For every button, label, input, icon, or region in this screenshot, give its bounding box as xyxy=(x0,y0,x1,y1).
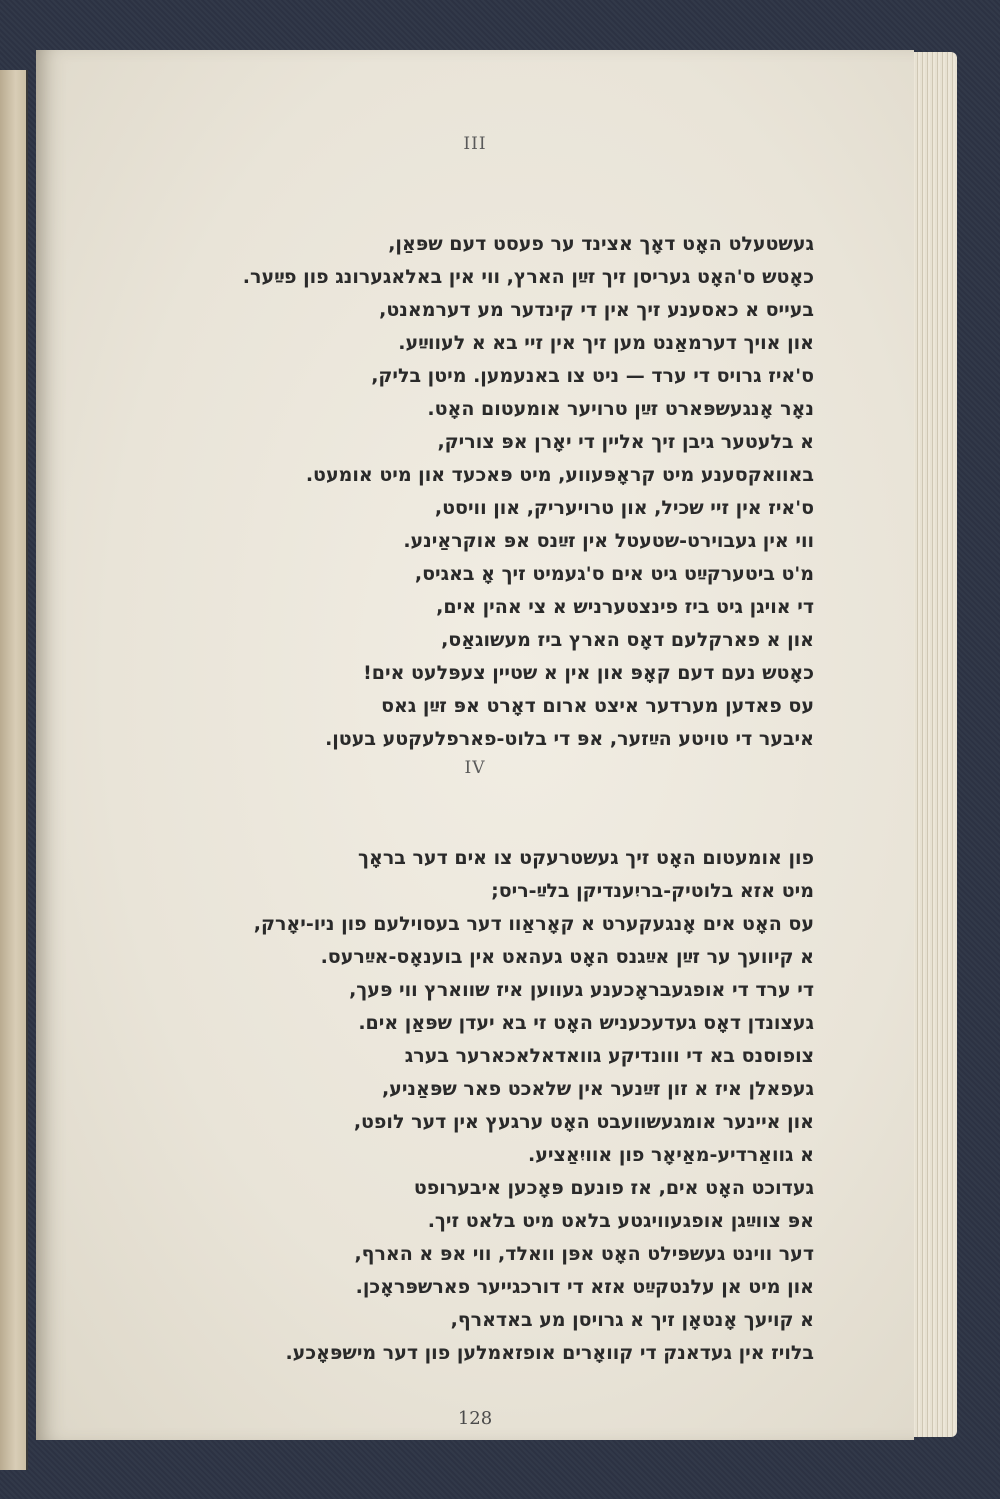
poem-line: בלויז אין געדאנק די קוואָרים אופזאמלען פון דער מישפּאָכע. xyxy=(285,1342,814,1364)
poem-line: און איינער אומגעשוועבט האָט ערגעץ אין דער לופט, xyxy=(353,1111,814,1133)
poem-line: צופוסנס בא די ווונדיקע גוואדאלאכארער בערג xyxy=(404,1045,814,1067)
poem-line: נאָר אָנגעשפּארט זײַן טרויער אומעטום האָט. xyxy=(427,398,814,420)
page-number: 128 xyxy=(457,1408,493,1429)
poem-line: ס'איז אין זיי שכיל, און טרויעריק, און וויסט, xyxy=(434,497,814,519)
poem-line: א קיוועך ער זײַן אײַגנס האָט געהאט אין בוענאָס-אײַרעס. xyxy=(320,946,814,968)
poem-line: ווי אין געבוירט-שטעטל אין זײַנס אפּ אוקראַינע. xyxy=(403,530,814,552)
poem-line: כאָטש ס'האָט געריסן זיך זײַן הארץ, ווי אין באלאגערונג פון פײַער. xyxy=(242,266,814,288)
poem-line: און מיט אן עלנטקײַט אזא די דורכגייער פארשפּראָכן. xyxy=(355,1276,814,1298)
poem-line: דער ווינט געשפּילט האָט אפּן וואלד, ווי אפּ א הארף, xyxy=(354,1243,814,1265)
previous-page-edge xyxy=(0,70,28,1470)
poem-line: עס פאדען מערדער איצט ארום דאָרט אפּ זײַן גאס xyxy=(381,695,814,717)
poem-line: א קויעך אָנטאָן זיך א גרויסן מע באדארף, xyxy=(450,1309,814,1331)
poem-line: א גוואַרדיע-מאַיאָר פון אוויִאַציע. xyxy=(528,1144,814,1166)
stanza-3 xyxy=(134,228,814,756)
poem-line: געדוכט האָט אים, אז פונעם פּאָכען איבערופט xyxy=(413,1177,814,1199)
poem-line: געשטעלט האָט דאָך אצינד ער פעסט דעם שפּאַן, xyxy=(388,233,814,255)
poem-line: און א פארקלעם דאָס הארץ ביז מעשוגאַס, xyxy=(441,629,814,651)
stanza-4 xyxy=(134,842,814,1370)
section-heading-4: IV xyxy=(464,758,486,778)
poem-line: געצונדן דאָס געדעכעניש האָט זי בא יעדן שפּאַן אים. xyxy=(358,1012,814,1034)
poem-line: איבער די טויטע הײַזער, אפּ די בלוט-פארפלעקטע בעטן. xyxy=(325,728,814,750)
poem-line: א בלעטער גיבן זיך אליין די יאָרן אפּ צוריק, xyxy=(437,431,814,453)
poem-line: כאָטש נעם דעם קאָפּ און אין א שטיין צעפּלעט אים! xyxy=(363,662,814,684)
book-page xyxy=(36,50,914,1440)
poem-line: עס האָט אים אָנגעקערט א קאָראַוו דער בעסוילעם פון ניו-יאָרק, xyxy=(253,913,814,935)
poem-line: מ'ט ביטערקײַט גיט אים ס'געמיט זיך אָ באגיס, xyxy=(414,563,814,585)
poem-line: אפּ צווײַגן אופגעוויגטע בלאט מיט בלאט זיך. xyxy=(427,1210,814,1232)
poem-line: די ערד די אופגעבראָכענע געווען איז שווארץ ווי פּעך, xyxy=(349,979,814,1001)
poem-line: ס'איז גרויס די ערד — ניט צו באנעמען. מיטן בליק, xyxy=(371,365,814,387)
poem-line: די אויגן גיט ביז פינצטערניש א צי אהין אים, xyxy=(436,596,814,618)
poem-line: און אויך דערמאַנט מען זיך אין זיי בא א לעווײַע. xyxy=(398,332,814,354)
poem-line: מיט אזא בלוטיק-בריִענדיקן בלײַ-ריס; xyxy=(491,880,814,902)
poem-line: געפאלן איז א זון זײַנער אין שלאכט פאר שפּאַניע, xyxy=(381,1078,814,1100)
section-heading-3: III xyxy=(463,134,487,154)
poem-line: פון אומעטום האָט זיך געשטרעקט צו אים דער בראָך xyxy=(358,847,814,869)
poem-line: בעייס א כאסענע זיך אין די קינדער מע דערמאנט, xyxy=(379,299,814,321)
poem-line: באוואקסענע מיט קראָפּעווע, מיט פּאכעד און מיט אומעט. xyxy=(305,464,814,486)
